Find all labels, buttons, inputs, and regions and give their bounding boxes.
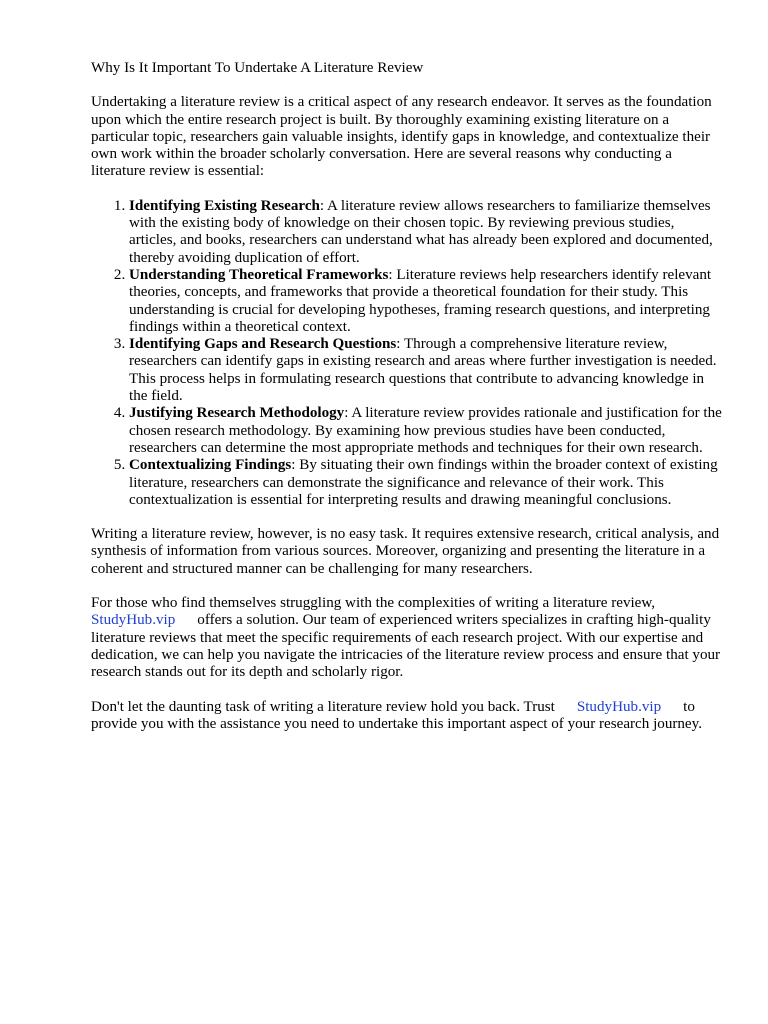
list-item (129, 336, 724, 405)
closing-paragraph (91, 699, 724, 734)
solution-lead-text: For those who find themselves struggling with the complexities of writing a literature review, (91, 595, 656, 612)
reason-text: : Literature reviews help researchers identify relevant theories, concepts, and frameworks that provide a theoretical foundation for their study. This understanding is crucial for developing hypotheses, framing research questions, and interpreting findings within a theoretical context. (129, 266, 712, 335)
reason-text: : Through a comprehensive literature review, researchers can identify gaps in existing research and areas where further investigation is needed. This process helps in formulating research questions that contribute to advancing knowledge in the field. (129, 336, 717, 405)
closing-rest-text: to provide you with the assistance you need to undertake this important aspect of your research journey. (91, 698, 702, 732)
challenge-paragraph: Writing a literature review, however, is no easy task. It requires extensive research, critical analysis, and synthesis of information from various sources. Moreover, organizing and presenting the literature in a coherent and structured manner can be challenging for many researchers. (91, 526, 720, 577)
intro-paragraph: Undertaking a literature review is a critical aspect of any research endeavor. It serves as the foundation upon which the entire research project is built. By thoroughly examining existing literature on a particular topic, researchers gain valuable insights, identify gaps in knowledge, and contextualize their own work within the broader scholarly conversation. Here are several reasons why conducting a literature review is essential: (91, 94, 712, 180)
list-item (129, 405, 724, 457)
document-title: Why Is It Important To Undertake A Literature Review (91, 60, 424, 76)
reasons-list (91, 198, 724, 509)
list-item (129, 457, 724, 509)
solution-paragraph (91, 595, 724, 681)
reason-text: : A literature review provides rationale and justification for the chosen research methodology. By examining how previous studies have been conducted, researchers can determine the most appropriate methods and techniques for their own research. (129, 405, 722, 456)
reason-text: : A literature review allows researchers to familiarize themselves with the existing body of knowledge on their chosen topic. By reviewing previous studies, articles, and books, researchers can understand what has already been explored and documented, thereby avoiding duplication of effort. (129, 197, 713, 266)
list-item (129, 267, 724, 336)
reason-text: : By situating their own findings within the broader context of existing literature, researchers can demonstrate the significance and relevance of their work. This contextualization is essential for interpreting results and drawing meaningful conclusions. (129, 457, 718, 508)
reason-term: Identifying Gaps and Research Questions (129, 336, 397, 353)
closing-lead-text: Don't let the daunting task of writing a literature review hold you back. Trust (91, 698, 555, 715)
reason-term: Understanding Theoretical Frameworks (129, 266, 389, 283)
studyhub-link[interactable]: StudyHub.vip (91, 612, 176, 629)
reason-term: Contextualizing Findings (129, 457, 292, 474)
solution-rest-text: offers a solution. Our team of experienced writers specializes in crafting high-quality literature reviews that meet the specific requirements of each research project. With our expertise and dedication, we can help you navigate the intricacies of the literature review process and ensure that your research stands out for its depth and scholarly rigor. (91, 612, 721, 681)
list-item (129, 198, 724, 267)
reason-term: Identifying Existing Research (129, 197, 320, 214)
studyhub-link[interactable]: StudyHub.vip (576, 698, 662, 715)
reason-term: Justifying Research Methodology (129, 405, 345, 422)
